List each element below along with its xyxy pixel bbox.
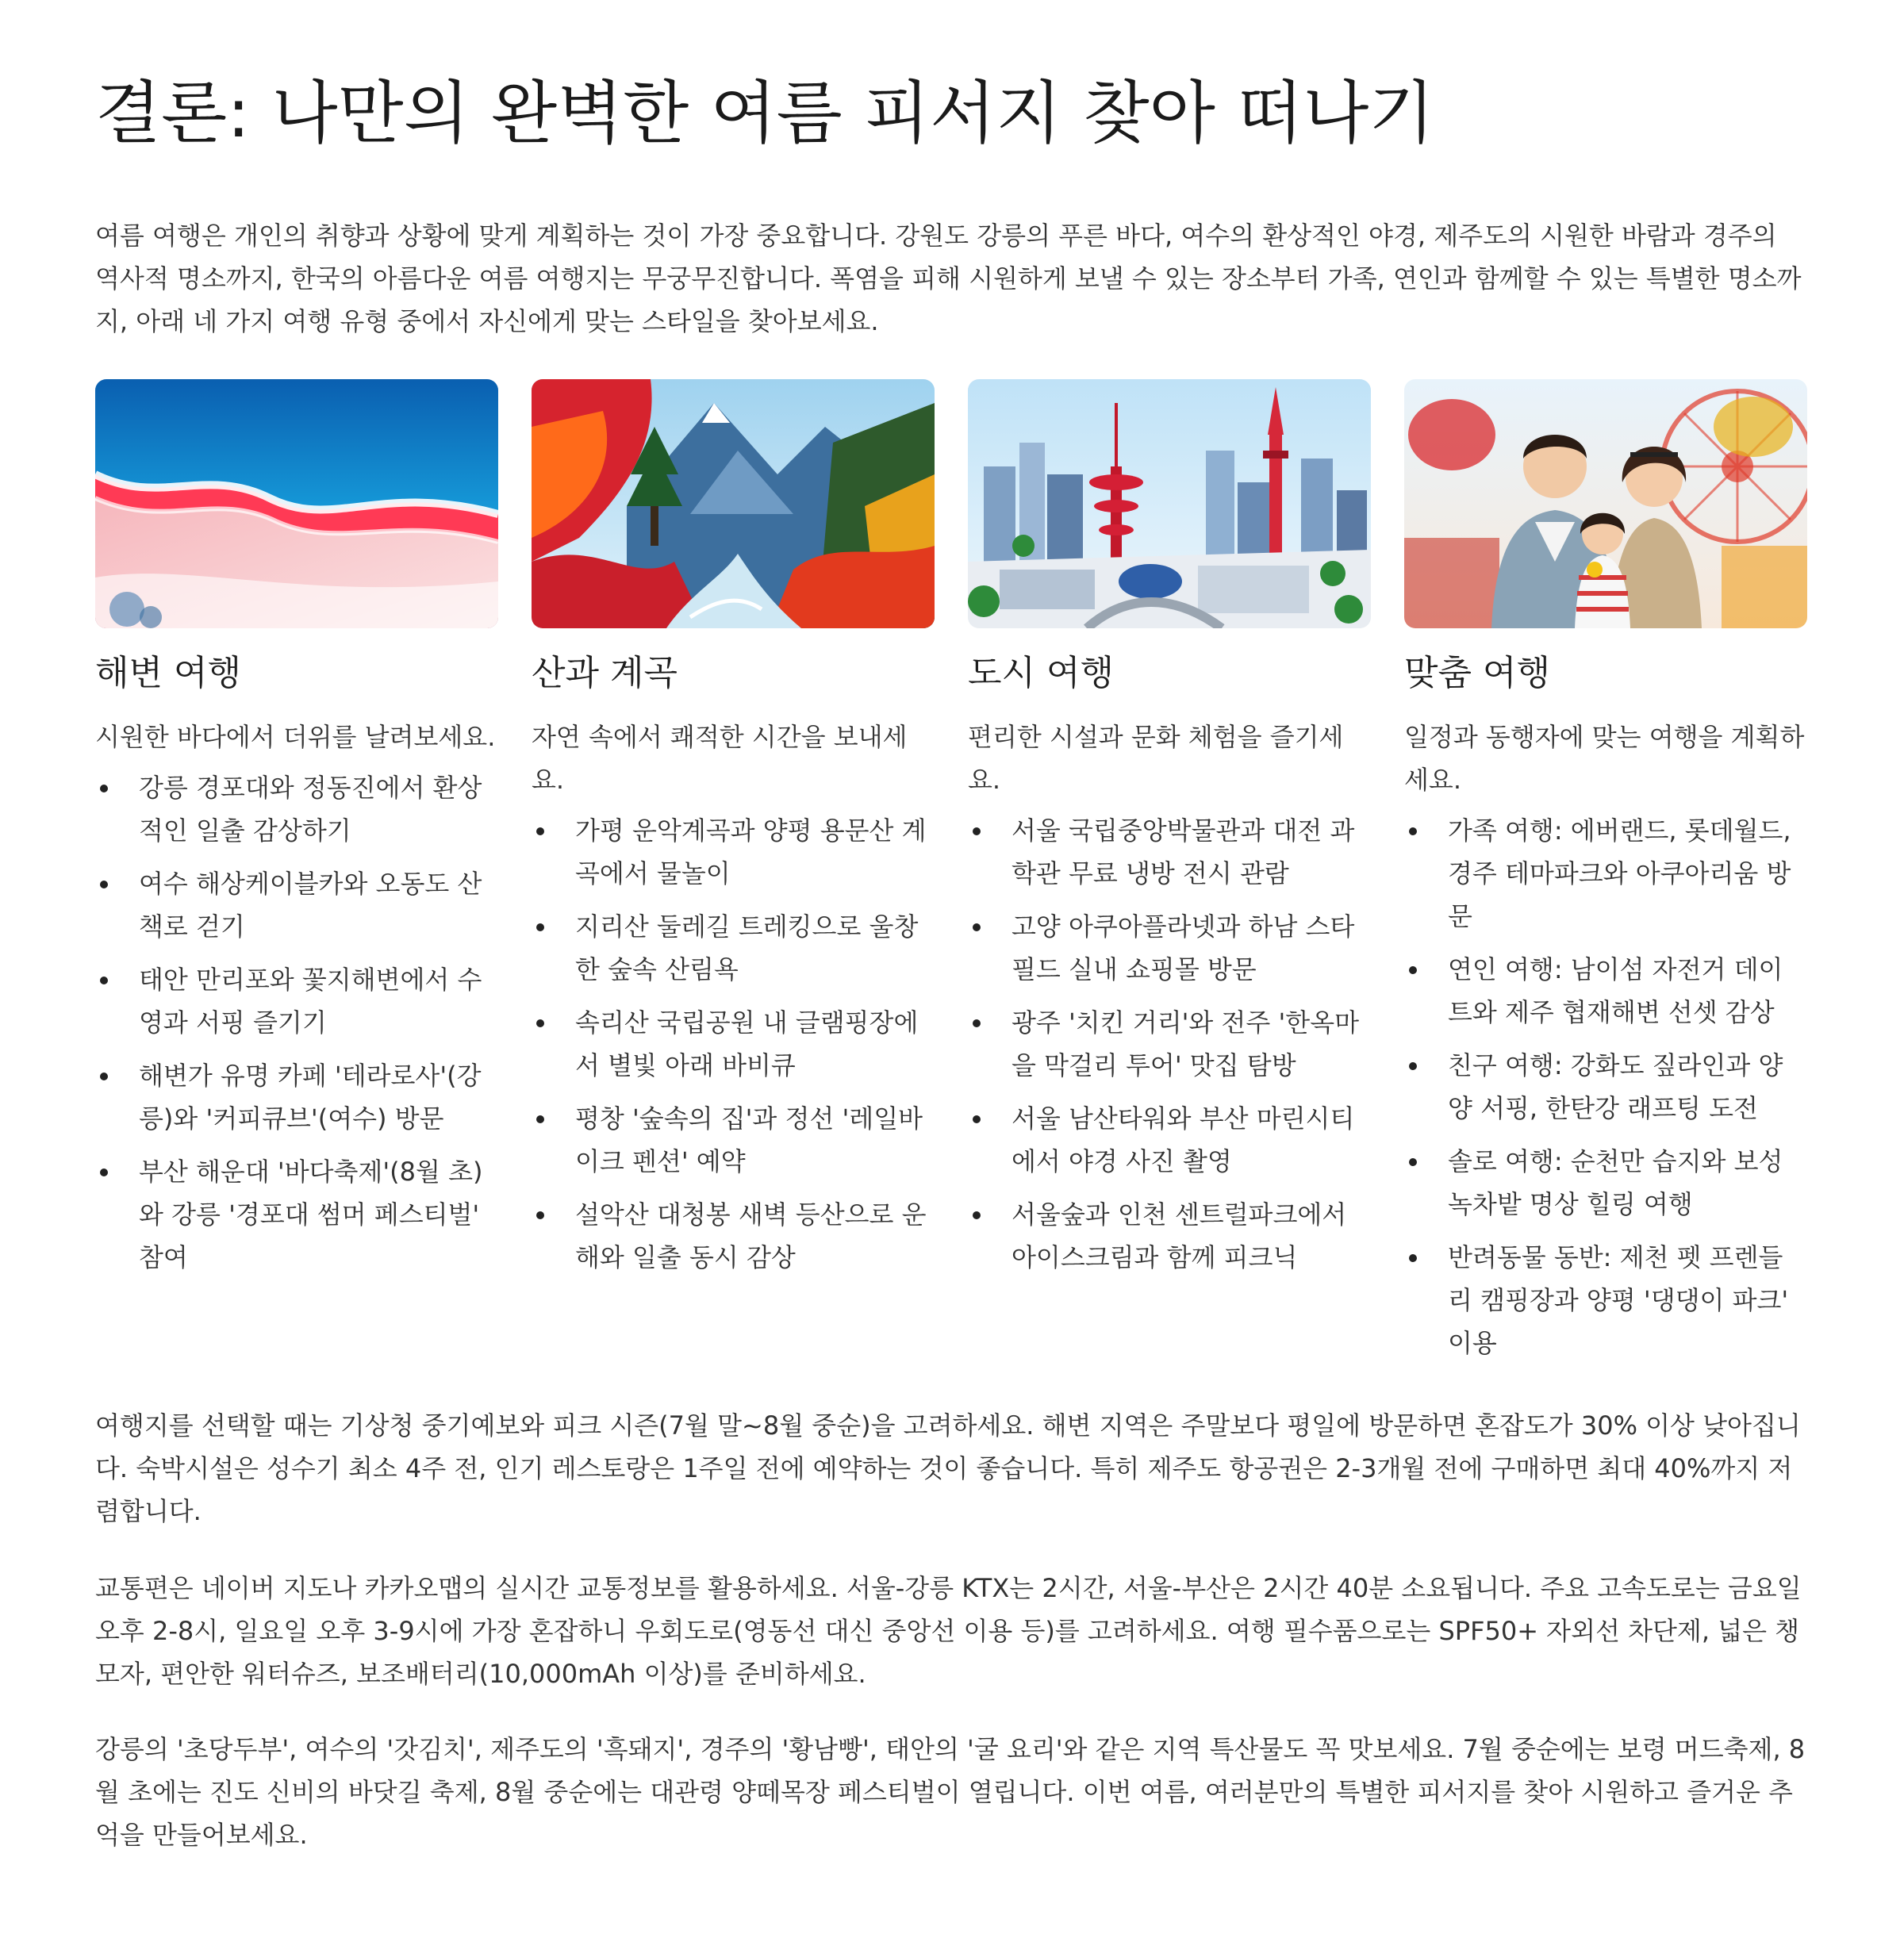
card-heading: 도시 여행 [968,653,1115,693]
list-item: 친구 여행: 강화도 짚라인과 양양 서핑, 한탄강 래프팅 도전 [1404,1044,1807,1130]
bullet-icon [1409,1158,1417,1166]
beach-photo [95,379,498,628]
bullet-icon [973,827,981,835]
travel-type-card-beach [95,379,498,1375]
card-list [968,809,1371,1279]
intro-paragraph: 여름 여행은 개인의 취향과 상황에 맞게 계획하는 것이 가장 중요합니다. 강원도 강릉의 푸른 바다, 여수의 환상적인 야경, 제주도의 시원한 바람과 경주의 역사적 명소까지, 한국의 아름다운 여름 여행지는 무궁무진합니다. 폭염을 피해 시원하게 보낼 수 있는 장소부터 가족, 연인과 함께할 수 있는 특별한 명소까지, 아래 네 가지 여행 유형 중에서 자신에게 맞는 스타일을 찾아보세요. [95,221,1802,336]
travel-type-card-custom [1404,379,1807,1375]
list-item: 태안 만리포와 꽃지해변에서 수영과 서핑 즐기기 [95,958,498,1044]
card-subtitle: 일정과 동행자에 맞는 여행을 계획하세요. [1404,722,1805,795]
bullet-icon [100,881,108,888]
travel-type-card-city [968,379,1371,1375]
list-item: 해변가 유명 카페 '테라로사'(강릉)와 '커피큐브'(여수) 방문 [95,1054,498,1140]
travel-type-card-mountain [532,379,935,1375]
card-subtitle: 편리한 시설과 문화 체험을 즐기세요. [968,722,1344,795]
list-item: 솔로 여행: 순천만 습지와 보성 녹차밭 명상 힐링 여행 [1404,1140,1807,1226]
list-item: 고양 아쿠아플라넷과 하남 스타필드 실내 쇼핑몰 방문 [968,905,1371,991]
list-item: 가평 운악계곡과 양평 용문산 계곡에서 물놀이 [532,809,935,895]
bullet-icon [536,827,544,835]
mountain-valley-photo [532,379,935,628]
card-heading: 맞춤 여행 [1404,653,1551,693]
card-heading: 산과 계곡 [532,653,678,693]
card-list [1404,809,1807,1364]
card-list [95,766,498,1279]
card-heading: 해변 여행 [95,653,242,693]
bullet-icon [1409,966,1417,974]
list-item: 강릉 경포대와 정동진에서 환상적인 일출 감상하기 [95,766,498,852]
list-item: 서울 국립중앙박물관과 대전 과학관 무료 냉방 전시 관람 [968,809,1371,895]
travel-type-columns [95,379,1809,1375]
card-subtitle: 시원한 바다에서 더위를 날려보세요. [95,722,496,752]
bullet-icon [973,1211,981,1219]
bullet-icon [973,1019,981,1027]
bullet-icon [973,923,981,931]
list-item: 광주 '치킨 거리'와 전주 '한옥마을 막걸리 투어' 맛집 탐방 [968,1001,1371,1087]
bullet-icon [1409,1062,1417,1070]
list-item: 부산 해운대 '바다축제'(8월 초)와 강릉 '경포대 썸머 페스티벌' 참여 [95,1150,498,1279]
bullet-icon [536,923,544,931]
card-list [532,809,935,1279]
list-item: 설악산 대청봉 새벽 등산으로 운해와 일출 동시 감상 [532,1193,935,1279]
family-theme-park-photo [1404,379,1807,628]
transport-tips-paragraph: 교통편은 네이버 지도나 카카오맵의 실시간 교통정보를 활용하세요. 서울-강릉 KTX는 2시간, 서울-부산은 2시간 40분 소요됩니다. 주요 고속도로는 금요일 오후 2-8시, 일요일 오후 3-9시에 가장 혼잡하니 우회도로(영동선 대신 중앙선 이용 등)를 고려하세요. 여행 필수품으로는 SPF50+ 자외선 차단제, 넓은 챙 모자, 편안한 워터슈즈, 보조배터리(10,000mAh 이상)를 준비하세요. [95,1573,1802,1689]
bullet-icon [100,1168,108,1176]
list-item: 평창 '숲속의 집'과 정선 '레일바이크 펜션' 예약 [532,1097,935,1183]
bullet-icon [536,1211,544,1219]
city-photo [968,379,1371,628]
bullet-icon [1409,1254,1417,1262]
list-item: 속리산 국립공원 내 글램핑장에서 별빛 아래 바비큐 [532,1001,935,1087]
bullet-icon [100,977,108,984]
list-item: 지리산 둘레길 트레킹으로 울창한 숲속 산림욕 [532,905,935,991]
bullet-icon [1409,827,1417,835]
planning-tips-paragraph: 여행지를 선택할 때는 기상청 중기예보와 피크 시즌(7월 말~8월 중순)을 고려하세요. 해변 지역은 주말보다 평일에 방문하면 혼잡도가 30% 이상 낮아집니다. 숙박시설은 성수기 최소 4주 전, 인기 레스토랑은 1주일 전에 예약하는 것이 좋습니다. 특히 제주도 항공권은 2-3개월 전에 구매하면 최대 40%까지 저렴합니다. [95,1410,1801,1526]
list-item: 여수 해상케이블카와 오동도 산책로 걷기 [95,862,498,948]
bullet-icon [536,1115,544,1123]
list-item: 반려동물 동반: 제천 펫 프렌들리 캠핑장과 양평 '댕댕이 파크' 이용 [1404,1236,1807,1364]
bullet-icon [100,1073,108,1080]
list-item: 가족 여행: 에버랜드, 롯데월드, 경주 테마파크와 아쿠아리움 방문 [1404,809,1807,938]
page-title: 결론: 나만의 완벽한 여름 피서지 찾아 떠나기 [95,74,1435,153]
list-item: 연인 여행: 남이섬 자전거 데이트와 제주 협재해변 선셋 감상 [1404,948,1807,1034]
bullet-icon [100,785,108,792]
card-subtitle: 자연 속에서 쾌적한 시간을 보내세요. [532,722,908,795]
bullet-icon [536,1019,544,1027]
bullet-icon [973,1115,981,1123]
local-food-festival-paragraph: 강릉의 '초당두부', 여수의 '갓김치', 제주도의 '흑돼지', 경주의 '황남빵', 태안의 '굴 요리'와 같은 지역 특산물도 꼭 맛보세요. 7월 중순에는 보령 머드축제, 8월 초에는 진도 신비의 바닷길 축제, 8월 중순에는 대관령 양떼목장 페스티벌이 열립니다. 이번 여름, 여러분만의 특별한 피서지를 찾아 시원하고 즐거운 추억을 만들어보세요. [95,1734,1806,1850]
list-item: 서울숲과 인천 센트럴파크에서 아이스크림과 함께 피크닉 [968,1193,1371,1279]
list-item: 서울 남산타워와 부산 마린시티에서 야경 사진 촬영 [968,1097,1371,1183]
